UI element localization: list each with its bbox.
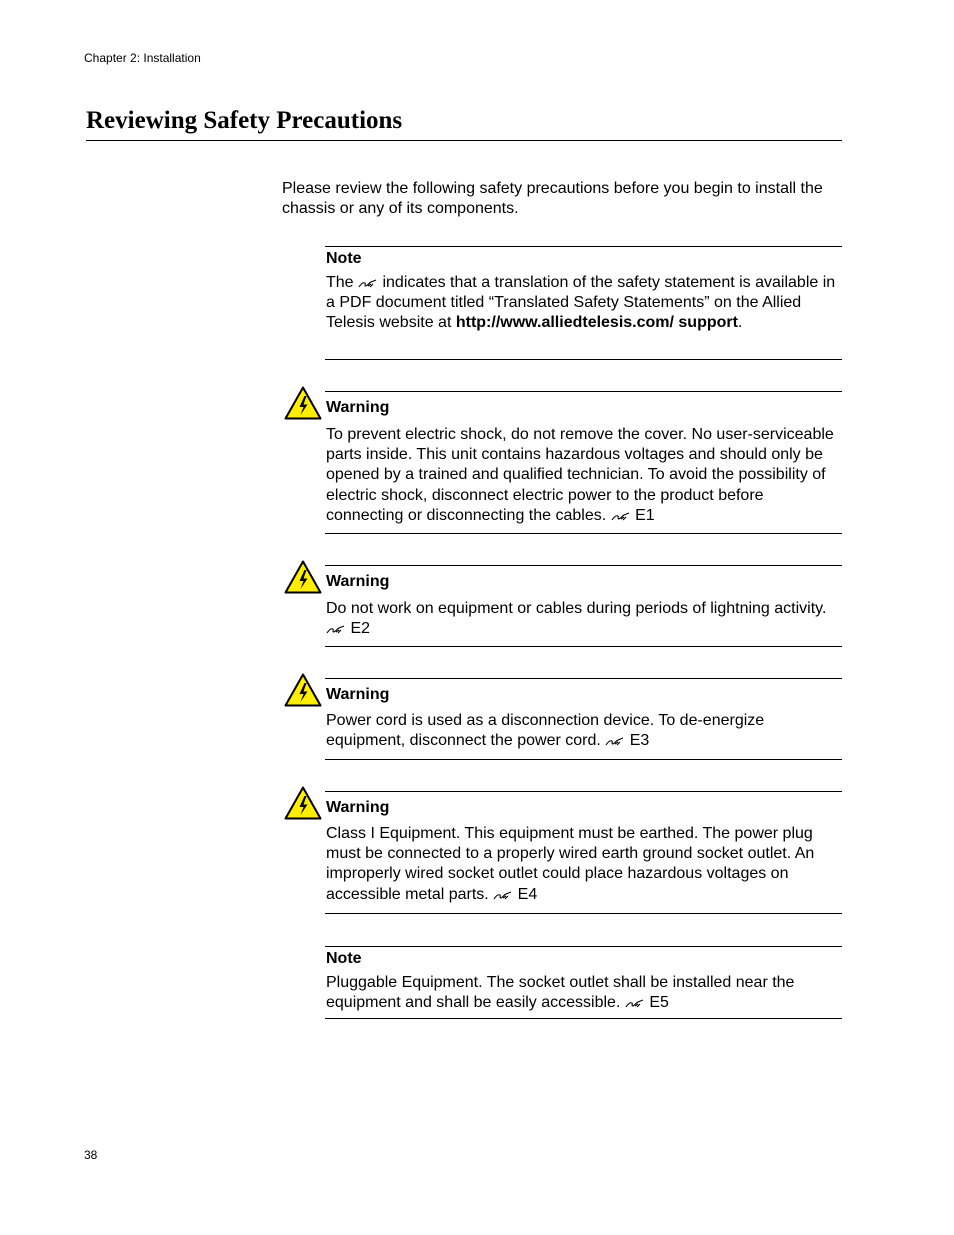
page-number: 38 — [84, 1148, 98, 1162]
warning-box — [325, 565, 842, 647]
warning-box — [325, 791, 842, 914]
warning-text — [326, 599, 842, 639]
note-heading: Note — [326, 250, 362, 267]
warning-heading: Warning — [326, 399, 390, 416]
translation-hand-icon — [605, 736, 625, 747]
warning-text-content: Do not work on equipment or cables during periods of lightning activity. — [326, 600, 827, 617]
warning-text-content: Class I Equipment. This equipment must be earthed. The power plug must be connected to a properly wired earth ground socket outlet. An improperly wired socket outlet could place hazardous voltages on accessible metal parts. — [326, 825, 815, 903]
warning-code: E3 — [629, 732, 650, 750]
warning-code: E1 — [635, 506, 655, 524]
warning-text-content: Power cord is used as a disconnection device. To de-energize equipment, disconnect the power cord. — [326, 712, 765, 750]
electrical-hazard-warning-icon — [284, 786, 322, 820]
note-text-content: Pluggable Equipment. The socket outlet shall be installed near the equipment and shall be easily accessible. — [326, 974, 795, 1012]
translation-hand-icon — [358, 278, 378, 289]
translation-hand-icon — [625, 998, 645, 1009]
support-url: http://www.alliedtelesis.com/ support — [455, 314, 738, 332]
note-period: . — [737, 314, 743, 332]
note-box — [325, 946, 842, 1019]
warning-text — [326, 824, 842, 905]
warning-heading: Warning — [326, 686, 390, 703]
translation-hand-icon — [326, 624, 346, 635]
warning-text — [326, 711, 842, 751]
running-header: Chapter 2: Installation — [84, 51, 201, 65]
note-text — [326, 973, 842, 1013]
note-code: E5 — [649, 994, 669, 1012]
intro-paragraph: Please review the following safety precautions before you begin to install the chassis or any of its components. — [282, 180, 823, 218]
note-text-before: The — [326, 274, 359, 291]
electrical-hazard-warning-icon — [284, 560, 322, 594]
warning-code: E4 — [517, 885, 538, 903]
warning-text — [326, 425, 842, 526]
note-box — [325, 246, 842, 360]
note-text — [326, 273, 842, 334]
electrical-hazard-warning-icon — [284, 673, 322, 707]
note-text-after: indicates that a translation of the safety statement is available in a PDF document titled “Translated Safety Statements” on the Allied Telesis website at — [326, 274, 836, 332]
electrical-hazard-warning-icon — [284, 386, 322, 420]
note-heading: Note — [326, 950, 362, 967]
warning-code: E2 — [350, 620, 371, 638]
title-rule — [86, 140, 842, 141]
translation-hand-icon — [493, 890, 513, 901]
warning-box — [325, 391, 842, 534]
translation-hand-icon — [611, 511, 631, 522]
warning-text-content: To prevent electric shock, do not remove the cover. No user-serviceable parts inside. This unit contains hazardous voltages and should only be opened by a trained and qualified technician. To avoid the possibility of electric shock, disconnect electric power to the product before connecting or disconnecting the cables. — [326, 426, 834, 524]
warning-heading: Warning — [326, 799, 390, 816]
section-title: Reviewing Safety Precautions — [86, 107, 403, 134]
warning-box — [325, 678, 842, 760]
warning-heading: Warning — [326, 573, 390, 590]
